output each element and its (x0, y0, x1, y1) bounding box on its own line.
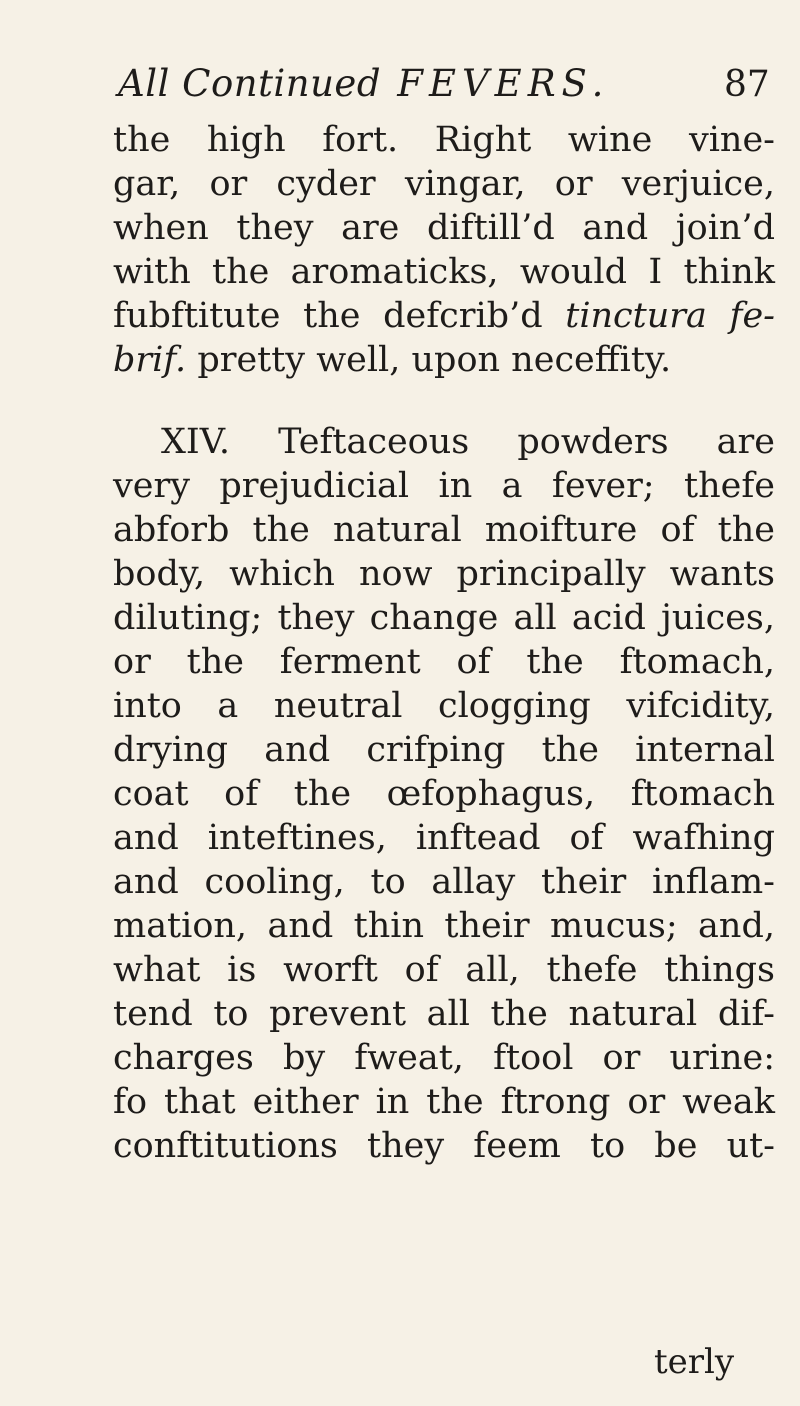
text-line: and inteftines, inftead of wafhing (113, 818, 775, 858)
text-line: very prejudicial in a fever; thefe (113, 466, 775, 506)
paragraph-xiv (113, 420, 775, 1168)
running-head-subject: FEVERS. (397, 62, 610, 105)
text-line: coat of the œfophagus, ftomach (113, 774, 775, 814)
text-line: with the aromaticks, would I think (113, 252, 775, 292)
text-line: drying and crifping the internal (113, 730, 775, 770)
text-line-with-italic (113, 338, 775, 382)
text-line: and cooling, to allay their inflam- (113, 862, 775, 902)
text-line: when they are diftill’d and join’d (113, 208, 775, 248)
text-line: gar, or cyder vingar, or verjuice, (113, 164, 775, 204)
text-line: diluting; they change all acid juices, (113, 598, 775, 638)
text-line: tend to prevent all the natural dif- (113, 994, 775, 1034)
running-head (118, 62, 609, 105)
text-line: into a neutral clogging vifcidity, (113, 686, 775, 726)
text-line: the high fort. Right wine vine- (113, 120, 775, 160)
text-line: XIV. Teftaceous powders are (161, 422, 775, 462)
running-head-title: All Continued (118, 62, 382, 105)
text-line: charges by fweat, ftool or urine: (113, 1038, 775, 1078)
text-line-with-italic (113, 294, 775, 338)
italic-term: brif. (113, 340, 187, 380)
text-line: mation, and thin their mucus; and, (113, 906, 775, 946)
italic-term: tinctura fe- (565, 296, 775, 336)
text-line: fo that either in the ftrong or weak (113, 1082, 775, 1122)
page-number: 87 (724, 64, 770, 105)
text-line: what is worft of all, thefe things (113, 950, 775, 990)
catchword: terly (654, 1342, 735, 1382)
text-line: conftitutions they feem to be ut- (113, 1126, 775, 1166)
text-line: body, which now principally wants (113, 554, 775, 594)
text-segment: fubftitute the defcrib’d (113, 296, 543, 336)
paragraph-continued (113, 118, 775, 382)
text-segment: pretty well, upon neceffity. (197, 340, 672, 380)
text-line: or the ferment of the ftomach, (113, 642, 775, 682)
text-line: abforb the natural moifture of the (113, 510, 775, 550)
